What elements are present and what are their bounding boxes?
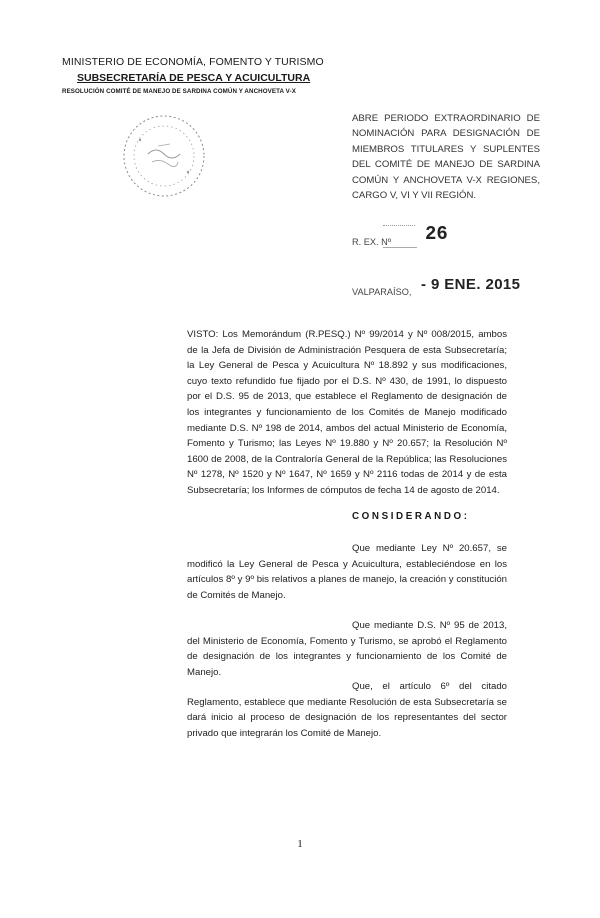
considerando-item-3: [187, 679, 507, 741]
resolution-label: R. EX. Nº: [352, 237, 392, 247]
considerando-item-2: [187, 618, 507, 680]
considerando-title: CONSIDERANDO:: [352, 511, 470, 522]
place-label: VALPARAÍSO,: [352, 287, 412, 297]
resolution-subheader: RESOLUCIÓN COMITÉ DE MANEJO DE SARDINA COMÚN Y ANCHOVETA V-X: [62, 88, 296, 95]
considerando-item-1: [187, 541, 507, 603]
ministry-name: MINISTERIO DE ECONOMÍA, FOMENTO Y TURISMO: [62, 56, 324, 68]
resolution-number-blank: [383, 235, 417, 248]
date-stamp: - 9 ENE. 2015: [421, 276, 521, 293]
considerando-item-2-text: Que mediante D.S. Nº 95 de 2013, del Ministerio de Economía, Fomento y Turismo, se aprobó el Reglamento de designación de los integrantes y funcionamiento de los Comité de Manejo.: [187, 620, 507, 678]
subsecretaria-name: SUBSECRETARÍA DE PESCA Y ACUICULTURA: [77, 72, 311, 84]
resolution-number-dotted-line: [383, 225, 415, 226]
page-number: 1: [297, 838, 303, 850]
visto-paragraph: VISTO: Los Memorándum (R.PESQ.) Nº 99/2014 y Nº 008/2015, ambos de la Jefa de División de Administración Pesquera de esta Subsecretaría; la Ley General de Pesca y Acuicultura Nº 18.892 y sus modificaciones, cuyo texto refundido fue fijado por el D.S. Nº 430, de 1991, lo dispuesto por el D.S. 95 de 2013, que establece el Reglamento de designación de los integrantes y funcionamiento de los Comités de Manejo modificado mediante D.S. Nº 198 de 2014, ambos del actual Ministerio de Economía, Fomento y Turismo; las Leyes Nº 19.880 y Nº 20.657; la Resolución Nº 1600 de 2008, de la Contraloría General de la República; las Resoluciones Nº 1278, Nº 1520 y Nº 1647, Nº 1659 y Nº 2116 todas de 2014 y de esta Subsecretaría; los Informes de cómputos de fecha 14 de agosto de 2014.: [187, 329, 507, 496]
resolution-number: 26: [425, 223, 448, 245]
official-seal-icon: [118, 110, 210, 202]
considerando-item-3-text: Que, el artículo 6º del citado Reglamento, establece que mediante Resolución de esta Subsecretaría se dará inicio al proceso de designación de los representantes del sector privado que integrarán los Comité de Manejo.: [187, 681, 507, 739]
considerando-item-1-text: Que mediante Ley Nº 20.657, se modificó la Ley General de Pesca y Acuicultura, estableciéndose en los artículos 8º y 9º bis relativos a planes de manejo, la creación y constitución de Comités de Manejo.: [187, 543, 507, 601]
resolution-topic: ABRE PERIODO EXTRAORDINARIO DE NOMINACIÓN PARA DESIGNACIÓN DE MIEMBROS TITULARES Y SUPLENTES DEL COMITÉ DE MANEJO DE SARDINA COMÚN Y ANCHOVETA V-X REGIONES, CARGO V, VI Y VII REGIÓN.: [352, 113, 540, 202]
